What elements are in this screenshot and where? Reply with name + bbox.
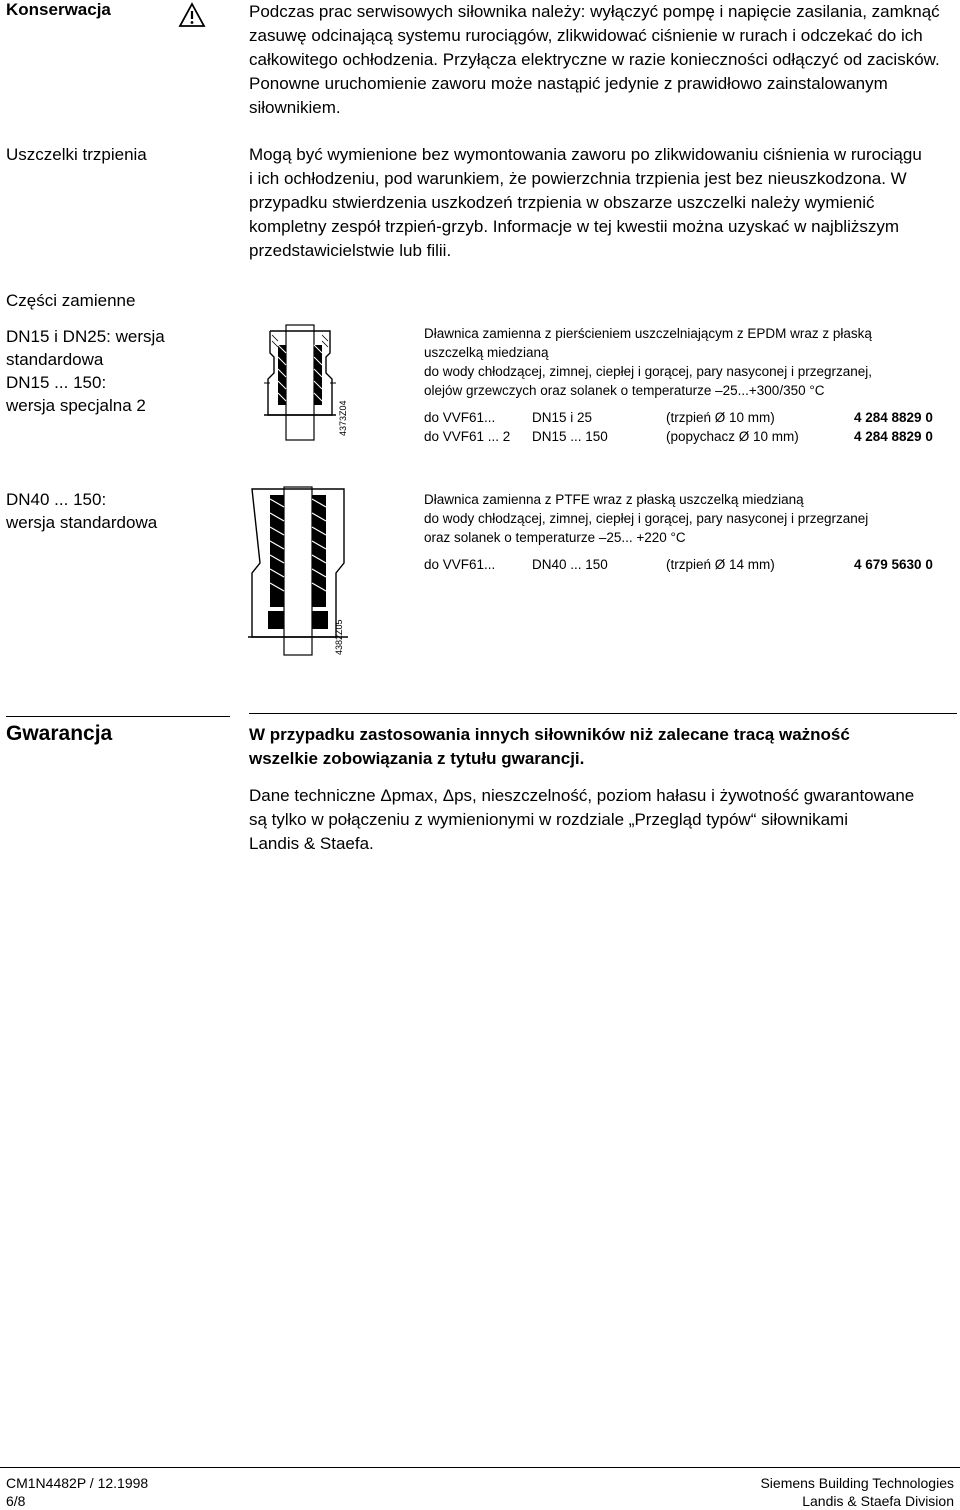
gwarancja-text: Dane techniczne Δpmax, Δps, nieszczelność, poziom hałasu i żywotność gwarantowane są tylko w połączeniu z wymienionymi w rozdziale „Przegląd typów“ siłownikami Landis & Staefa. [249, 786, 915, 853]
section-heading-konserwacja: Konserwacja [6, 0, 111, 19]
footer-right [760, 1474, 954, 1510]
figure-code-2: 4382Z05 [334, 619, 344, 655]
block2-description: Dławnica zamienna z PTFE wraz z płaską uszczelką miedzianą do wody chłodzącej, zimnej, ciepłej i gorącej, pary nasyconej i przegrzanej oraz solanek o temperaturze –25... +220 °C [424, 492, 869, 545]
divider [6, 716, 230, 717]
page-number: 6/8 [6, 1493, 26, 1509]
block2-side-label: DN40 ... 150: wersja standardowa [6, 490, 158, 532]
company-name: Siemens Building Technologies [760, 1475, 954, 1491]
uszczelki-text: Mogą być wymienione bez wymontowania zaworu po zlikwidowaniu ciśnienia w rurociągu i ich ochłodzeniu, pod warunkiem, że powierzchnia trzpienia jest bez nieuszkodzona. W przypadku stwierdzenia uszkodzeń trzpienia w obszarze uszczelki należy wymienić kompletny zespół trzpień-grzyb. Informacje w tej kwestii można uzyskać w najbliższym przedstawicielstwie lub filii. [249, 145, 922, 260]
section-heading-gwarancja: Gwarancja [6, 722, 113, 745]
warning-icon [178, 2, 206, 28]
divider [249, 713, 957, 714]
table-row: do VVF61... DN40 ... 150 (trzpień Ø 14 mm) 4 679 5630 0 [424, 557, 933, 572]
footer-divider [0, 1467, 960, 1468]
doc-code: CM1N4482P / 12.1998 [6, 1475, 149, 1491]
table-row: do VVF61... DN15 i 25 (trzpień Ø 10 mm) 4 284 8829 0 [424, 410, 933, 425]
konserwacja-text: Podczas prac serwisowych siłownika należy: wyłączyć pompę i napięcie zasilania, zamknąć zasuwę odcinającą systemu rurociągów, zlikwidować ciśnienie w rurach i odczekać do ich całkowitego ochłodzenia. Przyłącza elektryczne w razie konieczności odłączyć od zacisków. Ponowne uruchomienie zaworu może nastąpić jedynie z prawidłowo zainstalowanym siłownikiem. [249, 2, 940, 117]
gwarancja-bold-text: W przypadku zastosowania innych siłowników niż zalecane tracą ważność wszelkie zobowiązania z tytułu gwarancji. [249, 725, 850, 768]
section-heading-uszczelki: Uszczelki trzpienia [6, 145, 147, 164]
division-name: Landis & Staefa Division [802, 1493, 954, 1509]
gland-drawing-dn40 [248, 485, 348, 660]
block1-side-label: DN15 i DN25: wersja standardowa DN15 ... 150: wersja specjalna 2 [6, 327, 165, 415]
footer-left [6, 1474, 148, 1510]
block1-description: Dławnica zamienna z pierścieniem uszczelniającym z EPDM wraz z płaską uszczelką miedzianą do wody chłodzącej, zimnej, ciepłej i gorącej, pary nasyconej i przegrzanej, olejów grzewczych oraz solanek o temperaturze –25...+300/350 °C [424, 326, 872, 398]
table-row: do VVF61 ... 2 DN15 ... 150 (popychacz Ø 10 mm) 4 284 8829 0 [424, 429, 933, 444]
section-heading-czesci: Części zamienne [6, 291, 136, 310]
figure-code-1: 4373Z04 [338, 400, 348, 436]
